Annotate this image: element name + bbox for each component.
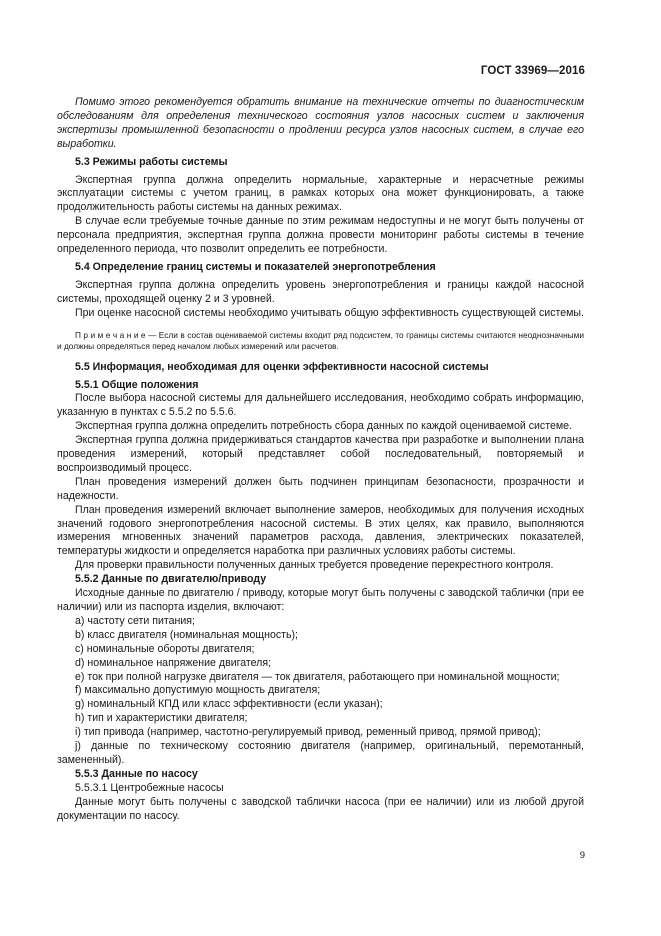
paragraph: Для проверки правильности полученных данных требуется проведение перекрестного контроля.: [75, 559, 554, 572]
section-5-5-3-heading: 5.5.3 Данные по насосу: [75, 767, 198, 780]
section-5-4-heading: 5.4 Определение границ системы и показателей энергопотребления: [75, 260, 436, 273]
section-5-5-2-heading: 5.5.2 Данные по двигателю/приводу: [75, 573, 267, 586]
list-item: g) номинальный КПД или класс эффективности (если указан);: [75, 698, 383, 711]
document-code: ГОСТ 33969—2016: [480, 65, 585, 77]
paragraph: План проведения измерений включает выполнение замеров, необходимых для получения исходных значений годового энергопотребления насосной системы. В этих целях, как правило, выполняются измерения мгновенных значений параметров расхода, давления, электрических показателей, температуры жидкости и определяется наработка при различных условиях работы системы.: [57, 503, 584, 558]
paragraph: Экспертная группа должна определить уровень энергопотребления и границы каждой насосной системы, проходящей оценку 2 и 3 уровней.: [57, 278, 584, 305]
section-5-5-3-1-heading: 5.5.3.1 Центробежные насосы: [75, 781, 224, 794]
list-item: d) номинальное напряжение двигателя;: [75, 656, 272, 669]
list-item: e) ток при полной нагрузке двигателя — ток двигателя, работающего при номинальной мощности;: [75, 670, 560, 683]
section-5-5-1-heading: 5.5.1 Общие положения: [75, 378, 199, 391]
paragraph: Экспертная группа должна определить потребность сбора данных по каждой оцениваемой системе.: [75, 420, 572, 433]
document-body: [57, 96, 584, 824]
section-5-3-heading: 5.3 Режимы работы системы: [75, 155, 228, 168]
paragraph: В случае если требуемые точные данные по этим режимам недоступны и не могут быть получены от персонала предприятия, экспертная группа должна провести мониторинг работы системы в течение определенного периода, что позволит определить ее потребности.: [57, 215, 584, 256]
list-item: b) класс двигателя (номинальная мощность);: [75, 628, 298, 641]
list-item: c) номинальные обороты двигателя;: [75, 642, 255, 655]
paragraph: Экспертная группа должна придерживаться стандартов качества при разработке и выполнении плана проведения измерений, который представляет собой последовательный, повторяемый и воспроизводимый процесс.: [57, 434, 584, 474]
note: П р и м е ч а н и е — Если в состав оцениваемой системы входит ряд подсистем, то границы системы считаются неоднозначными и должны определяться перед началом любых измерений или расчетов.: [57, 329, 584, 351]
intro-paragraph: Помимо этого рекомендуется обратить внимание на технические отчеты по диагностическим обследованиям для определения технического состояния узлов насосных систем и заключения экспертизы промышленной безопасности о продлении ресурса узлов насосных систем, в случае его выработки.: [57, 96, 584, 150]
paragraph: При оценке насосной системы необходимо учитывать общую эффективность существующей системы.: [75, 306, 584, 319]
page-number: 9: [579, 850, 585, 861]
list-item: f) максимально допустимую мощность двигателя;: [75, 684, 321, 697]
list-item: i) тип привода (например, частотно-регулируемый привод, ременный привод, прямой привод);: [75, 726, 541, 739]
paragraph: План проведения измерений должен быть подчинен принципам безопасности, прозрачности и надежности.: [57, 475, 584, 502]
list-item: a) частоту сети питания;: [75, 614, 195, 627]
paragraph: Экспертная группа должна определить нормальные, характерные и нерасчетные режимы эксплуатации системы с учетом границ, в рамках которых она может функционировать, а также продолжительность работы системы на данных режимах.: [57, 173, 584, 214]
paragraph: Исходные данные по двигателю / приводу, которые могут быть получены с заводской таблички (при ее наличии) или из паспорта изделия, включают:: [57, 587, 584, 613]
list-item: j) данные по техническому состоянию двигателя (например, оригинальный, перемотанный, замененный).: [57, 740, 584, 766]
section-5-5-heading: 5.5 Информация, необходимая для оценки эффективности насосной системы: [75, 360, 489, 373]
paragraph: Данные могут быть получены с заводской таблички насоса (при ее наличии) или из любой другой документации по насосу.: [57, 795, 584, 822]
list-item: h) тип и характеристики двигателя;: [75, 712, 248, 725]
paragraph: После выбора насосной системы для дальнейшего исследования, необходимо собрать информацию, указанную в пунктах с 5.5.2 по 5.5.6.: [57, 392, 584, 419]
